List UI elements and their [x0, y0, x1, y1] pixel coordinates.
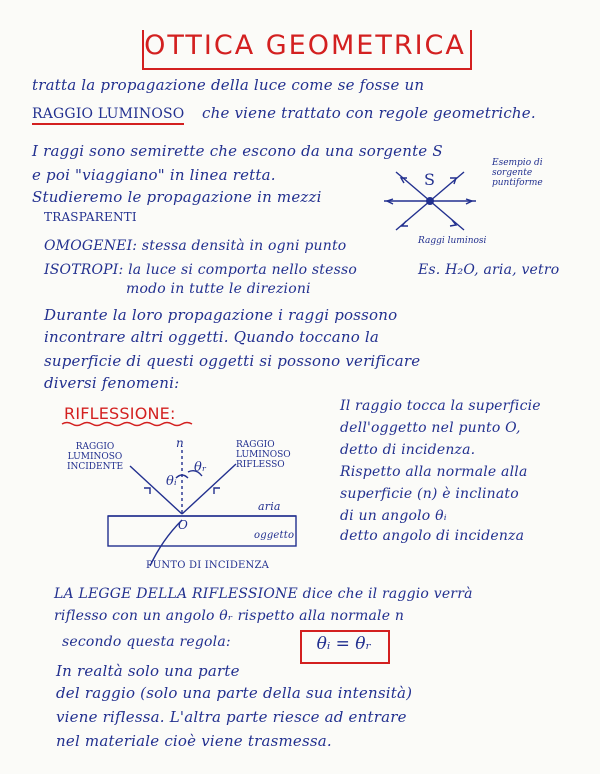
- source-label-s: S: [424, 170, 436, 189]
- aria-label: aria: [258, 500, 281, 513]
- page-title: OTTICA GEOMETRICA: [144, 30, 466, 61]
- rays-label: Raggi luminosi: [418, 236, 487, 246]
- reality-line-4: nel materiale cioè viene trasmessa.: [56, 732, 332, 750]
- reality-line-1: In realtà solo una parte: [56, 662, 240, 680]
- oggetto-label: oggetto: [254, 530, 295, 541]
- theta-r-label: θᵣ: [194, 460, 207, 475]
- reality-line-2: del raggio (solo una parte della sua intensità): [56, 684, 413, 702]
- reality-line-3: viene riflessa. L'altra parte riesce ad entrare: [56, 708, 407, 726]
- reflection-desc-6: di un angolo θᵢ: [340, 508, 447, 524]
- rays-line-3: Studieremo le propagazione in mezzi: [32, 188, 322, 206]
- law-line-1: LA LEGGE DELLA RIFLESSIONE dice che il raggio verrà: [54, 586, 473, 602]
- isotropi-line-1: ISOTROPI: la luce si comporta nello stesso: [44, 262, 358, 278]
- during-line-2: incontrare altri oggetti. Quando toccano la: [44, 328, 380, 346]
- reflection-desc-4: Rispetto alla normale alla: [340, 464, 528, 480]
- reflection-desc-1: Il raggio tocca la superficie: [340, 398, 541, 414]
- reflection-desc-7: detto angolo di incidenza: [340, 528, 525, 544]
- during-line-4: diversi fenomeni:: [44, 374, 180, 392]
- during-line-1: Durante la loro propagazione i raggi possono: [44, 306, 398, 324]
- isotropi-line-2: modo in tutte le direzioni: [126, 281, 311, 297]
- rays-line-1: I raggi sono semirette che escono da una sorgente S: [32, 142, 443, 160]
- reflection-desc-2: dell'oggetto nel punto O,: [340, 420, 521, 436]
- reflection-desc-5: superficie (n) è inclinato: [340, 486, 519, 502]
- source-caption: Esempio di sorgente puntiforme: [492, 158, 543, 188]
- law-line-3: secondo questa regola:: [62, 634, 231, 650]
- omogenei-line: OMOGENEI: stessa densità in ogni punto: [44, 238, 347, 254]
- intro-line-1: tratta la propagazione della luce come se fosse un: [32, 76, 425, 94]
- during-line-3: superficie di questi oggetti si possono verificare: [44, 352, 421, 370]
- punto-incidenza-label: PUNTO DI INCIDENZA: [146, 560, 270, 571]
- incident-ray-label: RAGGIO LUMINOSO INCIDENTE: [66, 442, 124, 472]
- media-example: Es. H₂O, aria, vetro: [418, 262, 560, 278]
- reflection-formula: θᵢ = θᵣ: [316, 634, 372, 654]
- reflection-desc-3: detto di incidenza.: [340, 442, 476, 458]
- point-o-label: O: [178, 518, 189, 532]
- rays-line-4: TRASPARENTI: [44, 210, 137, 224]
- theta-i-label: θᵢ: [166, 474, 177, 489]
- raggio-luminoso-term: RAGGIO LUMINOSO: [32, 106, 184, 125]
- intro-line-2: che viene trattato con regole geometriche.: [202, 104, 536, 122]
- reflected-ray-label: RAGGIO LUMINOSO RIFLESSO: [236, 440, 291, 470]
- reflection-heading: RIFLESSIONE:: [64, 404, 176, 423]
- rays-line-2: e poi "viaggiano" in linea retta.: [32, 166, 276, 184]
- normal-label: n: [176, 436, 184, 450]
- law-line-2: riflesso con un angolo θᵣ rispetto alla normale n: [54, 608, 405, 624]
